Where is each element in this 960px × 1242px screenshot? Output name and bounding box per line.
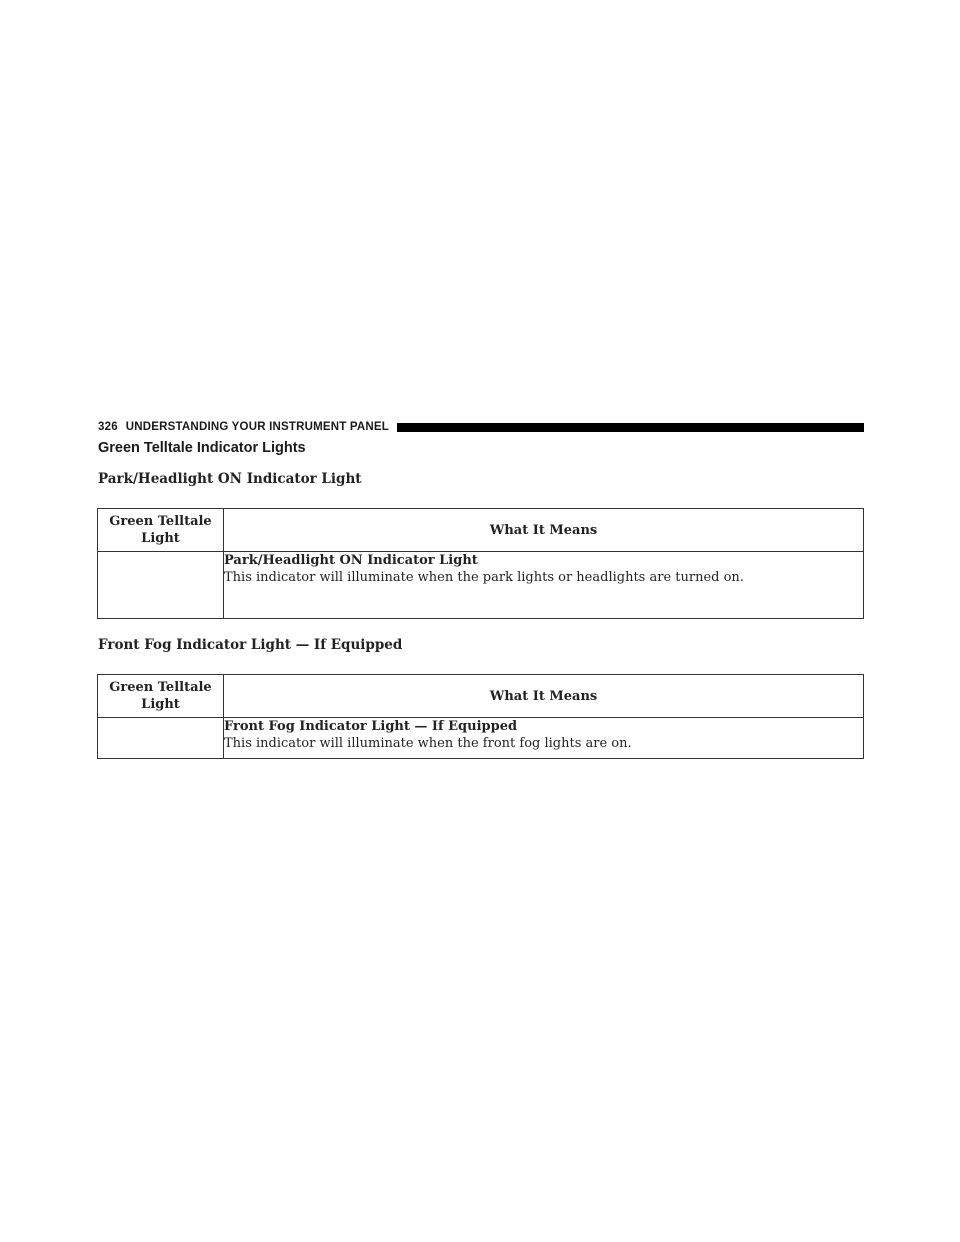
- park-headlight-table: [97, 508, 864, 619]
- page-header: [98, 419, 864, 435]
- chapter-title: UNDERSTANDING YOUR INSTRUMENT PANEL: [125, 421, 389, 433]
- column-header-light: Green Telltale Light: [98, 675, 224, 718]
- header-rule: [397, 423, 864, 432]
- column-header-light: Green Telltale Light: [98, 509, 224, 552]
- front-fog-heading: Front Fog Indicator Light — If Equipped: [98, 637, 403, 653]
- column-header-meaning: What It Means: [224, 509, 864, 552]
- meaning-cell: [224, 552, 864, 619]
- telltale-light-cell: [98, 552, 224, 619]
- section-heading: Green Telltale Indicator Lights: [98, 440, 306, 456]
- meaning-title: Park/Headlight ON Indicator Light: [224, 553, 478, 568]
- meaning-text: This indicator will illuminate when the park lights or headlights are turned on.: [224, 570, 744, 585]
- column-header-meaning: What It Means: [224, 675, 864, 718]
- front-fog-table: [97, 674, 864, 759]
- meaning-title: Front Fog Indicator Light — If Equipped: [224, 719, 518, 734]
- table-header-row: [98, 675, 864, 718]
- telltale-light-cell: [98, 718, 224, 759]
- meaning-text: This indicator will illuminate when the front fog lights are on.: [224, 736, 632, 751]
- table-header-row: [98, 509, 864, 552]
- meaning-cell: [224, 718, 864, 759]
- page-number: 326: [98, 421, 118, 433]
- park-headlight-heading: Park/Headlight ON Indicator Light: [98, 471, 362, 487]
- table-row: [98, 552, 864, 619]
- table-row: [98, 718, 864, 759]
